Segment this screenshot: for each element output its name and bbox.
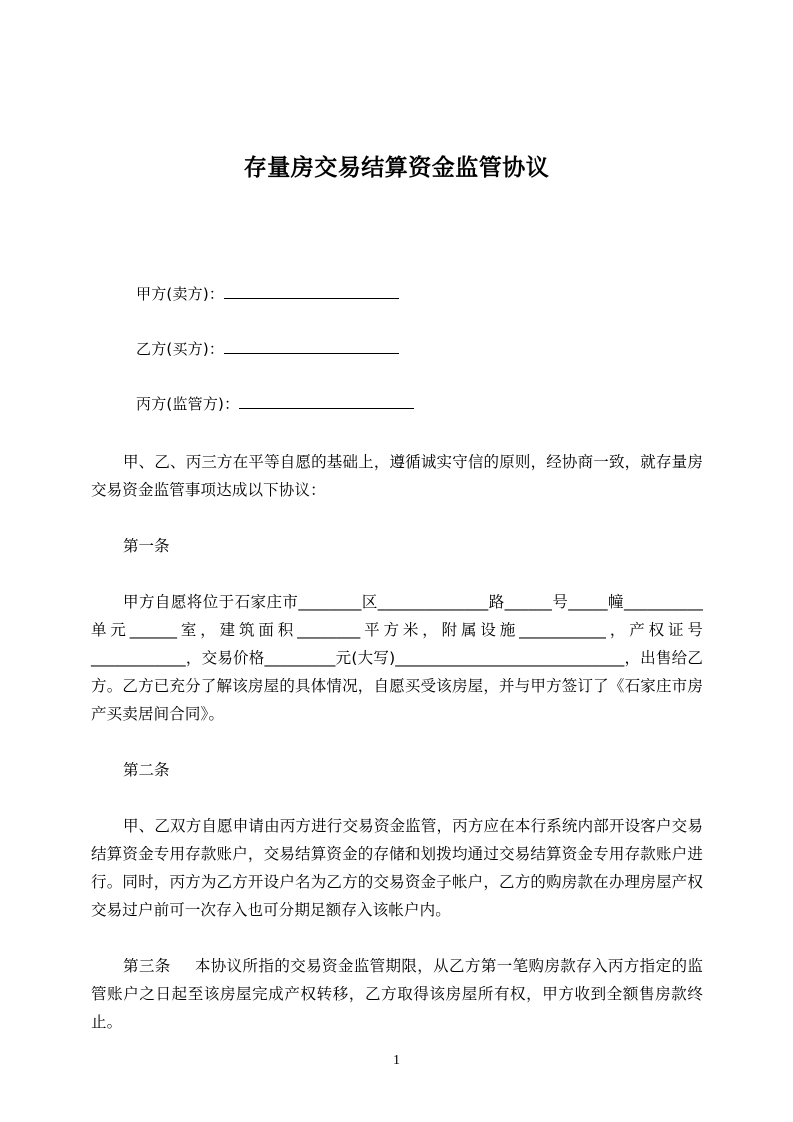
party-label-supervisor: 丙方(监管方)： <box>136 395 240 413</box>
party-label-buyer: 乙方(买方)： <box>136 340 225 358</box>
party-line-supervisor <box>91 393 703 415</box>
preamble-paragraph: 甲、乙、丙三方在平等自愿的基础上，遵循诚实守信的原则，经协商一致，就存量房交易资金监管事项达成以下协议： <box>91 453 703 499</box>
clause-3 <box>91 952 703 1036</box>
party-line-seller <box>91 283 703 305</box>
party-line-buyer <box>91 338 703 360</box>
clause-body-1: 甲方自愿将位于石家庄市________区______________路______号_____幢__________单元______室，建筑面积________平方米，附属设施___________，产权证号____________，交易价格_________元(大写)_____________________________，出售给乙方。乙方已充分了解该房屋的具体情况，自愿买受该房屋，并与甲方签订了《石家庄市房产买卖居间合同》。 <box>91 593 703 723</box>
clause-body-2: 甲、乙双方自愿申请由丙方进行交易资金监管，丙方应在本行系统内部开设客户交易结算资金专用存款账户，交易结算资金的存储和划拨均通过交易结算资金专用存款账户进行。同时，丙方为乙方开设户名为乙方的交易资金子帐户，乙方的购房款在办理房屋产权交易过户前可一次存入也可分期足额存入该帐户内。 <box>91 817 703 919</box>
clause-heading-3: 第三条 <box>123 957 171 975</box>
document-body <box>91 283 703 1064</box>
party-label-seller: 甲方(卖方)： <box>136 285 225 303</box>
party-blank-seller[interactable] <box>224 284 399 299</box>
page-title: 存量房交易结算资金监管协议 <box>243 155 550 182</box>
party-blank-buyer[interactable] <box>224 339 399 354</box>
party-blank-supervisor[interactable] <box>239 394 414 409</box>
clause-body-3: 本协议所指的交易资金监管期限，从乙方第一笔购房款存入丙方指定的监管账户之日起至该房屋完成产权转移，乙方取得该房屋所有权，甲方收到全额售房款终止。 <box>91 957 703 1031</box>
page-number: 1 <box>393 1053 400 1068</box>
clause-heading-2: 第二条 <box>123 761 170 779</box>
clause-heading-1: 第一条 <box>123 537 170 555</box>
